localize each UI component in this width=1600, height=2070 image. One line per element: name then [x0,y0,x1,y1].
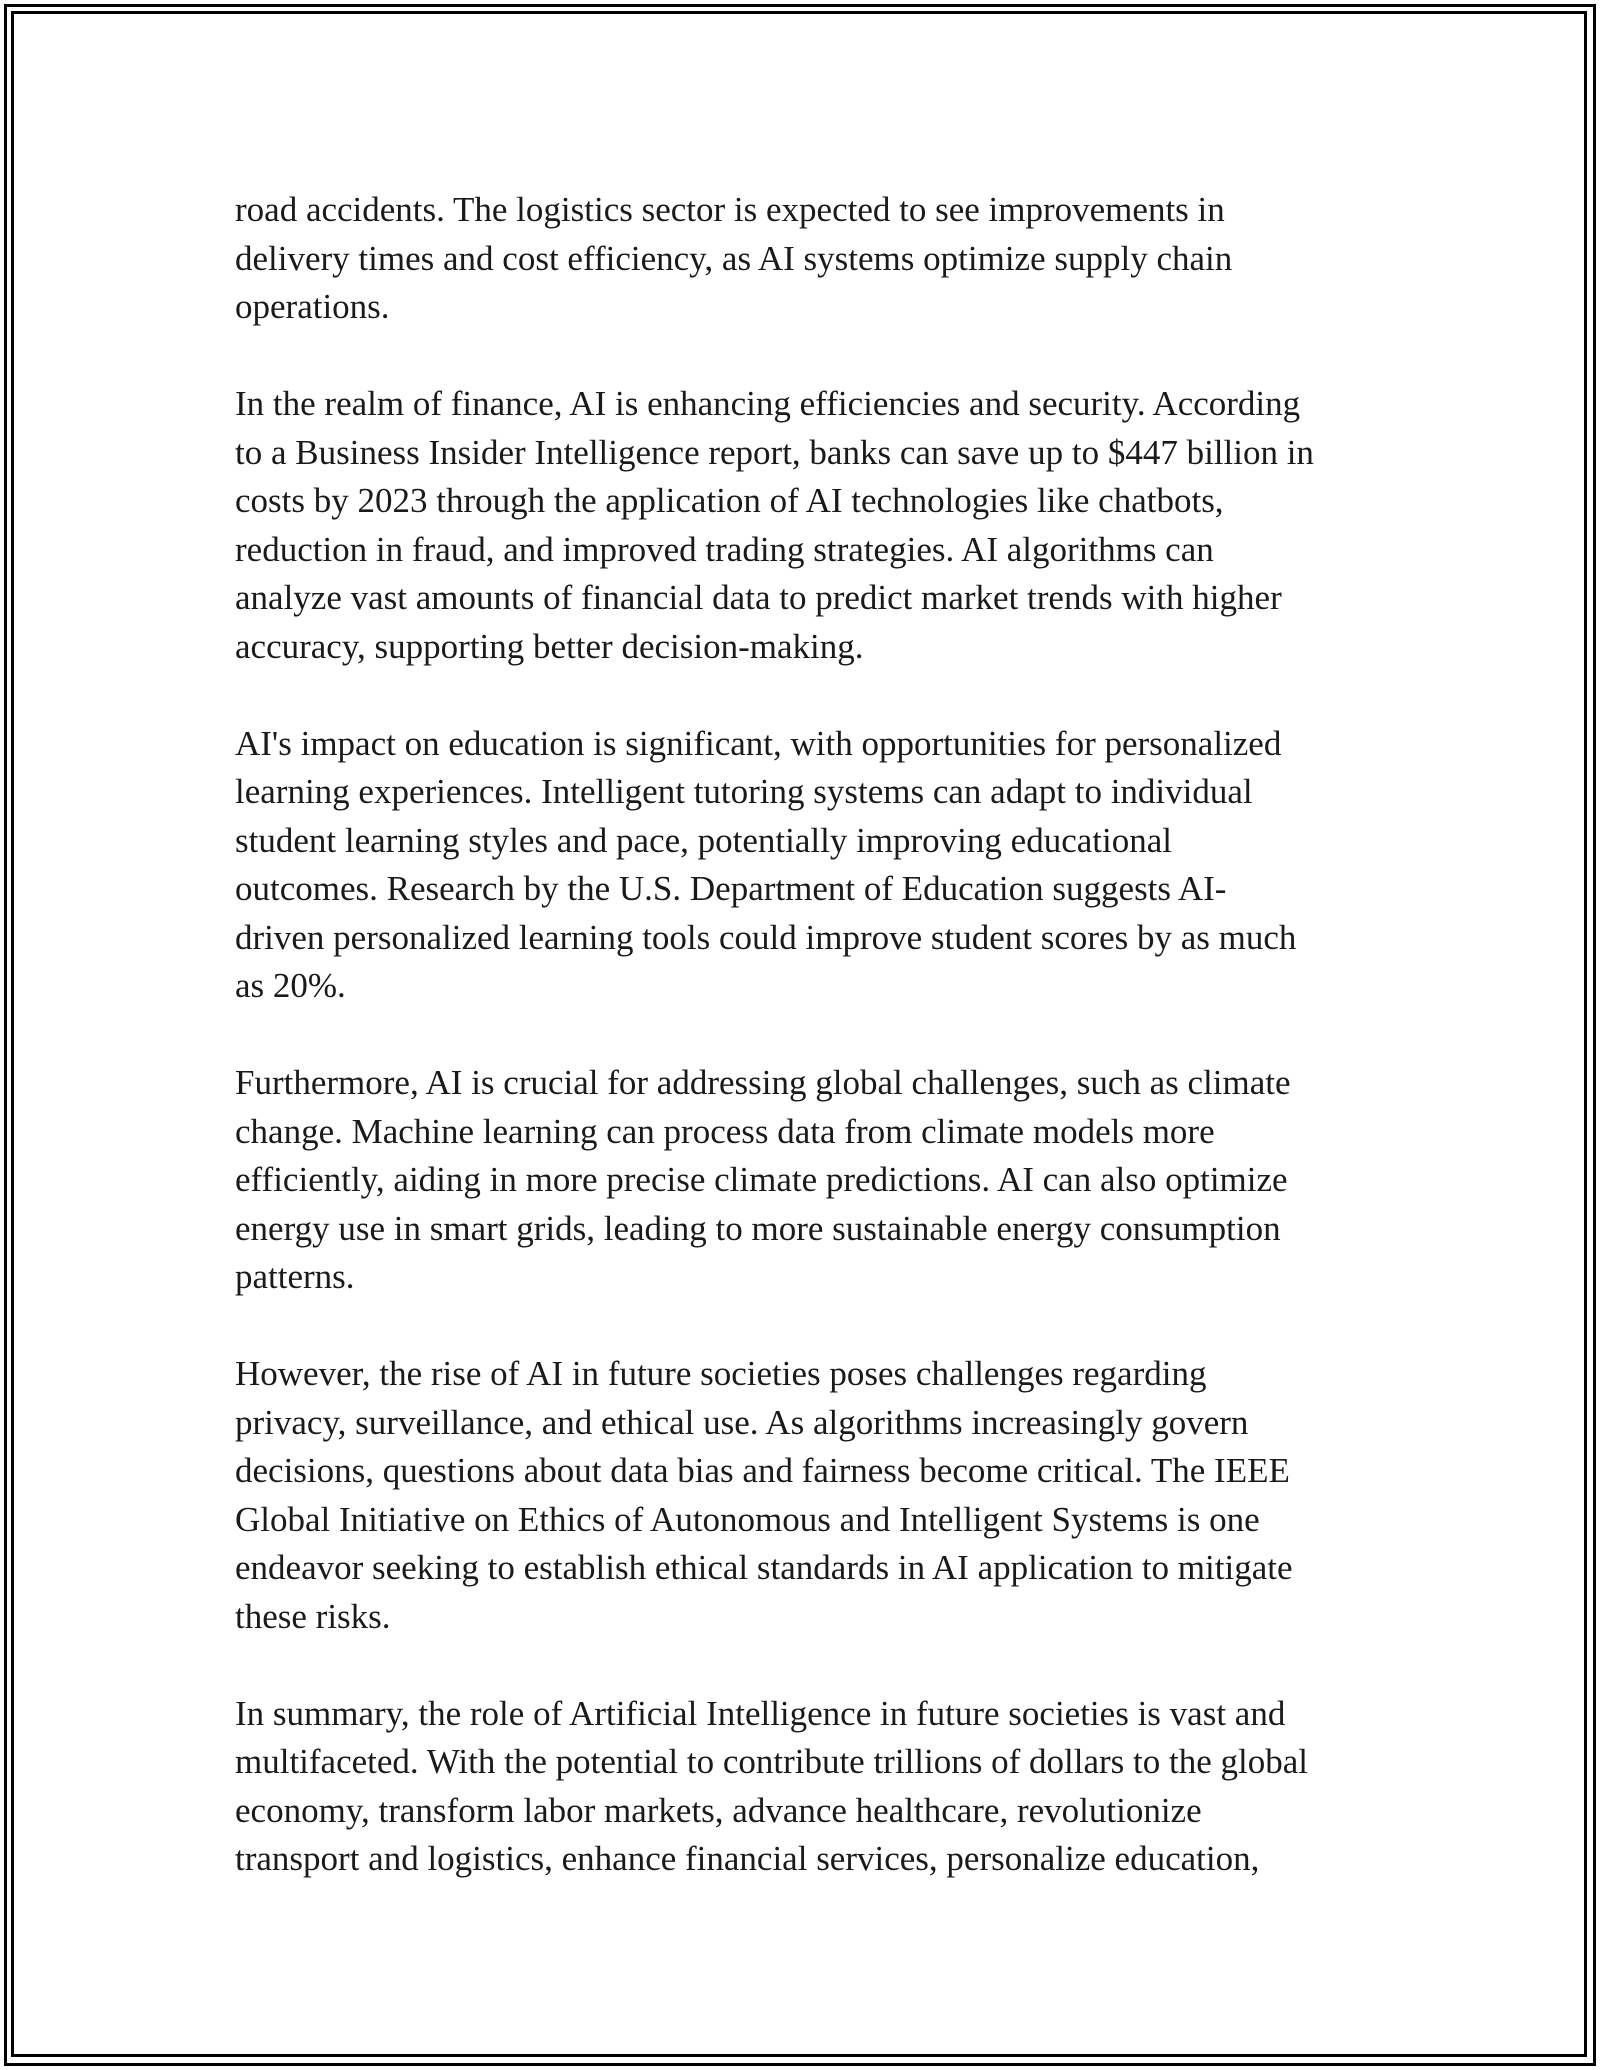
paragraph-ethics: However, the rise of AI in future societies poses challenges regarding privacy, surveillance, and ethical use. As algorithms increasingly govern decisions, questions about data bias and fairness become critical. The IEEE Global Initiative on Ethics of Autonomous and Intelligent Systems is one endeavor seeking to establish ethical standards in AI application to mitigate these risks. [235,1354,1293,1636]
paragraph-education: AI's impact on education is significant, with opportunities for personalized learning experiences. Intelligent tutoring systems can adapt to individual student learning styles and pace, potentially improving educational outcomes. Research by the U.S. Department of Education suggests AI- driven personalized learning tools could improve student scores by as much as 20%. [235,723,1297,1005]
paragraph-climate: Furthermore, AI is crucial for addressing global challenges, such as climate change. Machine learning can process data from climate models more efficiently, aiding in more precise climate predictions. AI can also optimize energy use in smart grids, leading to more sustainable energy consumption patterns. [235,1063,1291,1296]
document-body [235,186,1375,1932]
paragraph-finance: In the realm of finance, AI is enhancing efficiencies and security. According to a Business Insider Intelligence report, banks can save up to $447 billion in costs by 2023 through the application of AI technologies like chatbots, reduction in fraud, and improved trading strategies. AI algorithms can analyze vast amounts of financial data to predict market trends with higher accuracy, supporting better decision-making. [235,384,1314,666]
paragraph-summary: In summary, the role of Artificial Intelligence in future societies is vast and multifaceted. With the potential to contribute trillions of dollars to the global economy, transform labor markets, advance healthcare, revolutionize transport and logistics, enhance financial services, personalize education, [235,1693,1308,1878]
paragraph-logistics: road accidents. The logistics sector is expected to see improvements in delivery times and cost efficiency, as AI systems optimize supply chain operations. [235,190,1233,326]
